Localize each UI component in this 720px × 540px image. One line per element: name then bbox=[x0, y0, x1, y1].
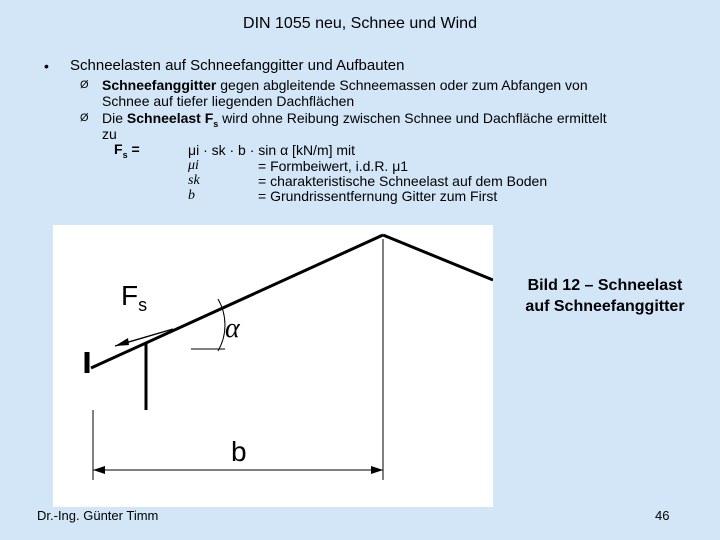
sub-bullet-2-pre: Die bbox=[102, 110, 127, 126]
sub-bullet-1-line2: Schnee auf tiefer liegenden Dachflächen bbox=[102, 93, 355, 109]
force-arrow-head bbox=[115, 338, 129, 346]
sub-bullet-1-text: gegen abgleitende Schneemassen oder zum Abfangen von bbox=[216, 77, 588, 93]
roof-diagram-svg bbox=[53, 225, 493, 507]
caption-line-1: Bild 12 – Schneelast bbox=[527, 277, 683, 294]
dimension-arrow-left bbox=[93, 466, 105, 474]
formula-rhs: μi · sk · b · sin α [kN/m] mit bbox=[188, 142, 356, 158]
def-symbol-mu: μi bbox=[188, 158, 199, 173]
def-desc-b: = Grundrissentfernung Gitter zum First bbox=[258, 188, 498, 204]
def-desc-sk: = charakteristische Schneelast auf dem Boden bbox=[258, 173, 548, 189]
label-force: $F_s$ bbox=[121, 280, 148, 315]
page-number: 46 bbox=[655, 508, 670, 523]
sub-bullet-1 bbox=[102, 77, 588, 93]
dimension-arrow-right bbox=[371, 466, 383, 474]
label-angle: α bbox=[225, 313, 240, 344]
figure-caption bbox=[505, 275, 705, 317]
def-symbol-b: b bbox=[188, 188, 195, 203]
label-dimension-b: b bbox=[231, 436, 247, 467]
def-desc-mu: = Formbeiwert, i.d.R. μ1 bbox=[258, 158, 409, 174]
sub-bullet-1-bold: Schneefanggitter bbox=[102, 77, 217, 93]
sub-bullet-2 bbox=[102, 110, 607, 132]
formula-lhs: $F_s$ = bbox=[114, 141, 140, 160]
roof-ridge-right bbox=[383, 235, 493, 280]
sub-bullet-arrow-2: Ø bbox=[80, 112, 89, 124]
roof-diagram bbox=[53, 225, 493, 507]
bullet-text: Schneelasten auf Schneefanggitter und Aufbauten bbox=[70, 57, 405, 74]
caption-line-2: auf Schneefanggitter bbox=[525, 298, 685, 315]
sub-bullet-2-text: wird ohne Reibung zwischen Schnee und Dachfläche ermittelt bbox=[218, 110, 607, 126]
author-footer: Dr.-Ing. Günter Timm bbox=[37, 508, 159, 523]
bullet-marker: • bbox=[44, 58, 49, 74]
slide-title: DIN 1055 neu, Schnee und Wind bbox=[243, 15, 477, 32]
sub-bullet-2-line2: zu bbox=[102, 126, 117, 142]
sub-bullet-arrow-1: Ø bbox=[80, 79, 89, 91]
sub-bullet-2-bold: Schneelast $F_s$ bbox=[126, 110, 219, 129]
def-symbol-sk: sk bbox=[188, 173, 200, 188]
